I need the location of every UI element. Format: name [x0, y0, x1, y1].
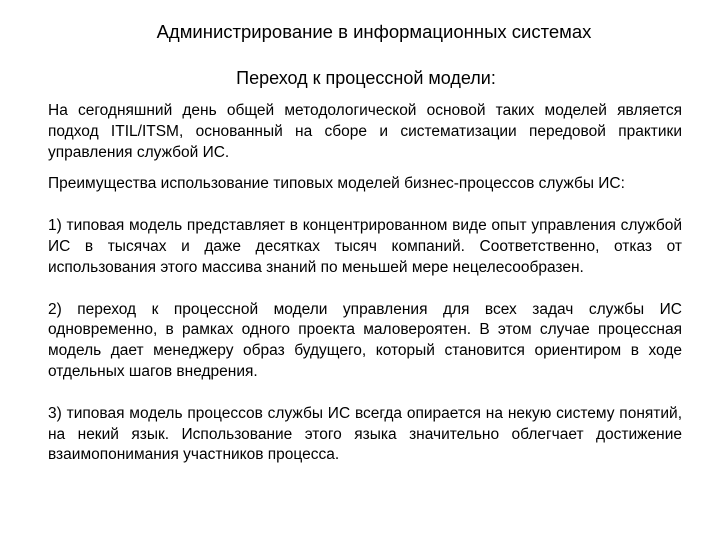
list-item-3: 3) типовая модель процессов службы ИС всегда опирается на некую систему понятий, на некий язык. Использование этого языка значительно облегчает достижение взаимопонимания участников процесса. [48, 404, 682, 464]
list-item-2: 2) переход к процессной модели управления для всех задач службы ИС одновременно, в рамках одного проекта маловероятен. В этом случае процессная модель дает менеджеру образ будущего, который становится ориентиром в ходе отдельных шагов внедрения. [48, 300, 682, 380]
intro-paragraph: На сегодняшний день общей методологической основой таких моделей является подход ITIL/ITSM, основанный на сборе и систематизации передовой практики управления службой ИС. [48, 102, 682, 161]
slide-body [48, 101, 682, 466]
slide-subtitle: Переход к процессной модели: [236, 68, 496, 88]
list-item-1: 1) типовая модель представляет в концентрированном виде опыт управления службой ИС в тысячах и даже десятках тысяч компаний. Соответственно, отказ от использования этого массива знаний по меньшей мере нецелесообразен. [48, 217, 682, 276]
advantages-heading: Преимущества использование типовых моделей бизнес-процессов службы ИС: [48, 175, 625, 193]
slide-title: Администрирование в информационных системах [156, 21, 592, 42]
